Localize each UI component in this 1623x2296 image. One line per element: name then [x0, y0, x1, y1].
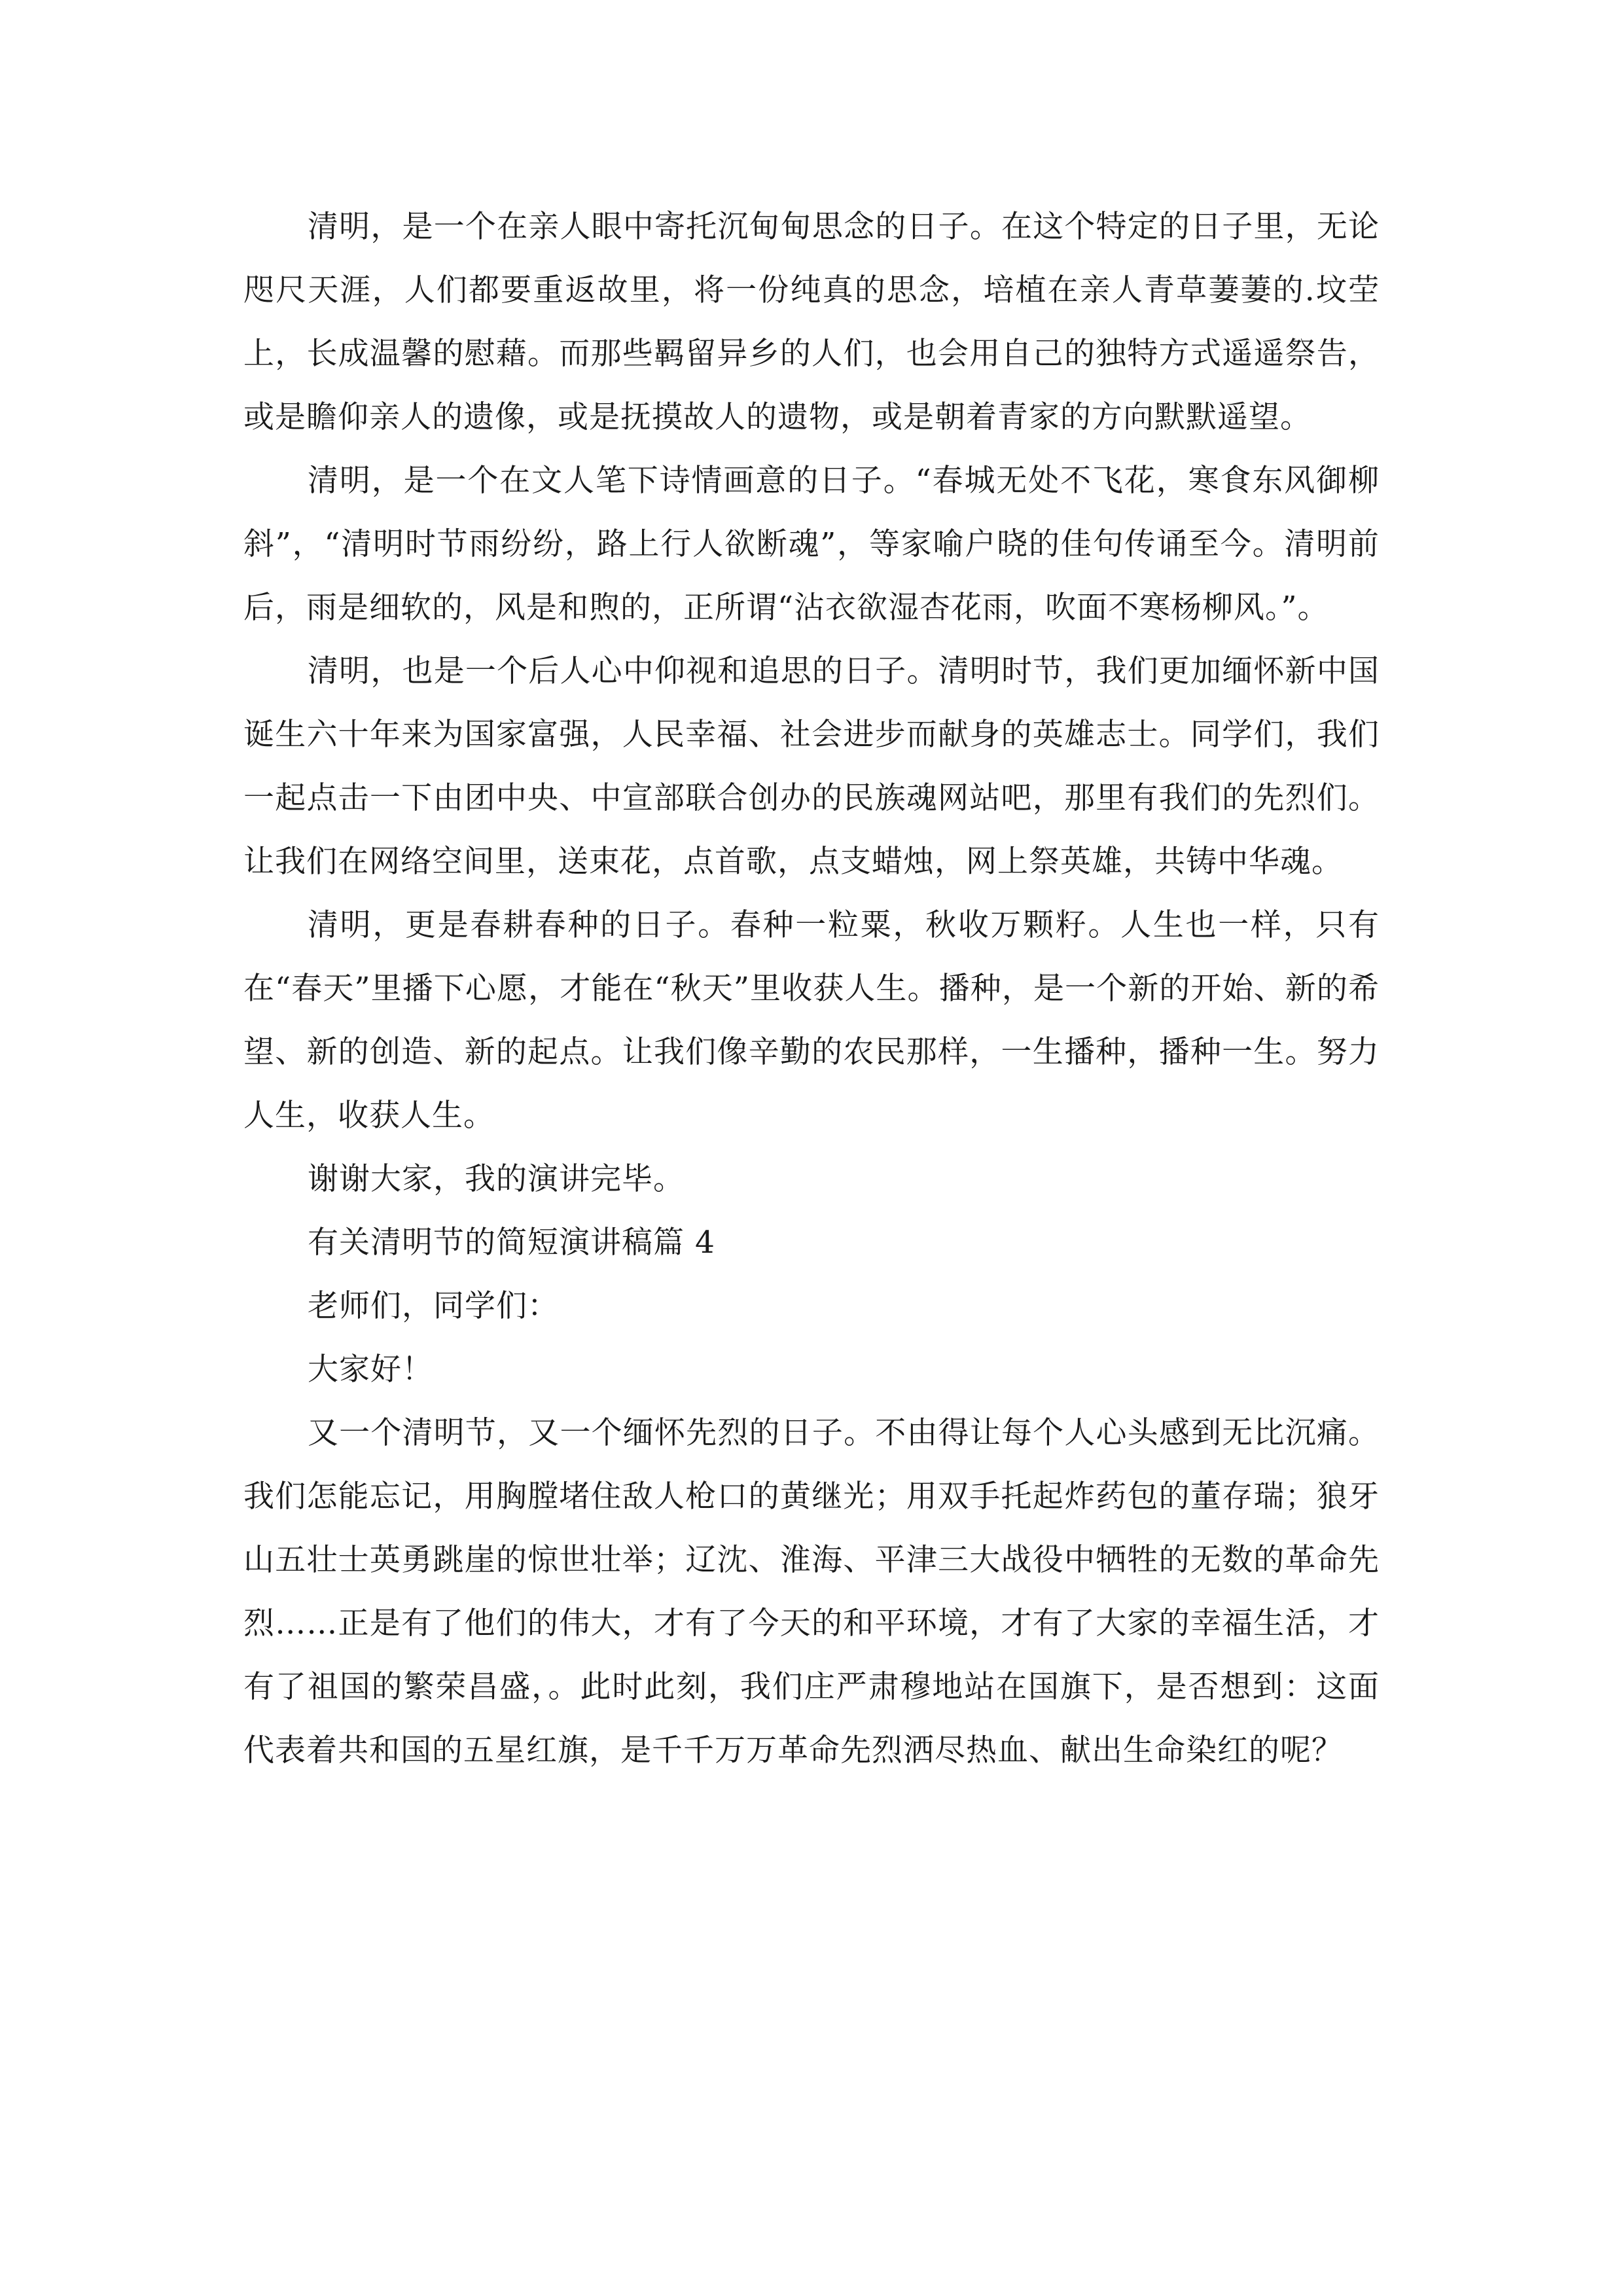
paragraph-qingming-heroes: 清明，也是一个后人心中仰视和追思的日子。清明时节，我们更加缅怀新中国诞生六十年来为国家富强，人民幸福、社会进步而献身的英雄志士。同学们，我们一起点击一下由团中央、中宣部联合创办的民族魂网站吧，那里有我们的先烈们。让我们在网络空间里，送束花，点首歌，点支蜡烛，网上祭英雄，共铸中华魂。 [243, 653, 1380, 880]
paragraph-greeting: 大家好！ [308, 1352, 433, 1388]
section-heading-speech-4: 有关清明节的简短演讲稿篇 4 [308, 1225, 715, 1261]
paragraph-martyrs: 又一个清明节，又一个缅怀先烈的日子。不由得让每个人心头感到无比沉痛。我们怎能忘记，用胸膛堵住敌人枪口的黄继光；用双手托起炸药包的董存瑞；狼牙山五壮士英勇跳崖的惊世壮举；辽沈、淮海、平津三大战役中牺牲的无数的革命先烈……正是有了他们的伟大，才有了今天的和平环境，才有了大家的幸福生活，才有了祖国的繁荣昌盛，。此时此刻，我们庄严肃穆地站在国旗下，是否想到：这面代表着共和国的五星红旗，是千千万万革命先烈洒尽热血、献出生命染红的呢？ [243, 1415, 1380, 1768]
document-body [243, 195, 1380, 1782]
paragraph-qingming-planting: 清明，更是春耕春种的日子。春种一粒粟，秋收万颗籽。人生也一样，只有在“春天”里播下心愿，才能在“秋天”里收获人生。播种，是一个新的开始、新的希望、新的创造、新的起点。让我们像辛勤的农民那样，一生播种，播种一生。努力人生，收获人生。 [243, 907, 1380, 1134]
paragraph-qingming-remembrance: 清明，是一个在亲人眼中寄托沉甸甸思念的日子。在这个特定的日子里，无论咫尺天涯，人们都要重返故里，将一份纯真的思念，培植在亲人青草萋萋的.坟茔上，长成温馨的慰藉。而那些羁留异乡的人们，也会用自己的独特方式遥遥祭告，或是瞻仰亲人的遗像，或是抚摸故人的遗物，或是朝着青家的方向默默遥望。 [243, 209, 1380, 435]
paragraph-closing-thanks: 谢谢大家，我的演讲完毕。 [308, 1161, 685, 1197]
paragraph-qingming-poetry: 清明，是一个在文人笔下诗情画意的日子。“春城无处不飞花，寒食东风御柳斜”，“清明时节雨纷纷，路上行人欲断魂”，等家喻户晓的佳句传诵至今。清明前后，雨是细软的，风是和煦的，正所谓“沾衣欲湿杏花雨，吹面不寒杨柳风。”。 [243, 463, 1380, 626]
paragraph-salutation: 老师们，同学们： [308, 1288, 559, 1324]
